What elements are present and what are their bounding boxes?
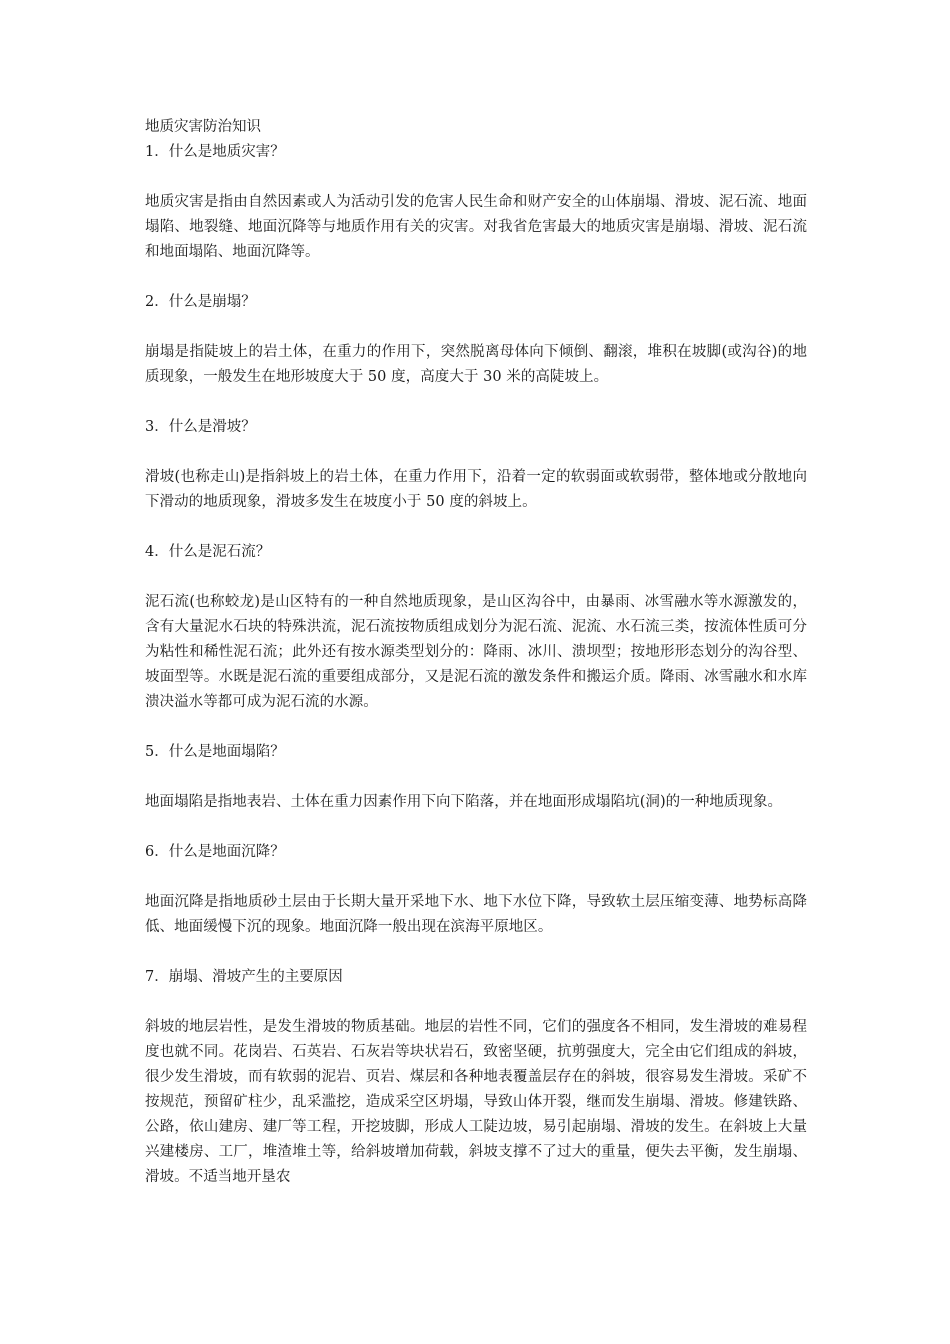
spacer	[145, 515, 807, 540]
spacer	[145, 765, 807, 790]
section-body: 地面塌陷是指地表岩、土体在重力因素作用下向下陷落，并在地面形成塌陷坑(洞)的一种地质现象。	[145, 794, 783, 810]
section-heading: 1．什么是地质灾害？	[145, 144, 285, 160]
spacer	[145, 940, 807, 965]
section-body: 滑坡(也称走山)是指斜坡上的岩土体，在重力作用下，沿着一定的软弱面或软弱带，整体地或分散地向下滑动的地质现象，滑坡多发生在坡度小于 50 度的斜坡上。	[145, 469, 807, 510]
spacer	[145, 165, 807, 190]
spacer	[145, 565, 807, 590]
section-body: 泥石流(也称蛟龙)是山区特有的一种自然地质现象，是山区沟谷中，由暴雨、冰雪融水等水源激发的，含有大量泥水石块的特殊洪流，泥石流按物质组成划分为泥石流、泥流、水石流三类，按流体性质可分为粘性和稀性泥石流；此外还有按水源类型划分的：降雨、冰川、溃坝型；按地形形态划分的沟谷型、坡面型等。水既是泥石流的重要组成部分，又是泥石流的激发条件和搬运介质。降雨、冰雪融水和水库溃决溢水等都可成为泥石流的水源。	[145, 594, 807, 710]
spacer	[145, 815, 807, 840]
document-page	[145, 115, 807, 1190]
spacer	[145, 265, 807, 290]
section-heading: 4．什么是泥石流？	[145, 544, 271, 560]
section-body: 地面沉降是指地质砂土层由于长期大量开采地下水、地下水位下降，导致软土层压缩变薄、地势标高降低、地面缓慢下沉的现象。地面沉降一般出现在滨海平原地区。	[145, 894, 807, 935]
spacer	[145, 990, 807, 1015]
section-body: 崩塌是指陡坡上的岩土体，在重力的作用下，突然脱离母体向下倾倒、翻滚，堆积在坡脚(或沟谷)的地质现象，一般发生在地形坡度大于 50 度，高度大于 30 米的高陡坡上。	[145, 344, 808, 385]
section-heading: 5．什么是地面塌陷？	[145, 744, 285, 760]
section-heading: 2．什么是崩塌？	[145, 294, 256, 310]
spacer	[145, 715, 807, 740]
section-body: 地质灾害是指由自然因素或人为活动引发的危害人民生命和财产安全的山体崩塌、滑坡、泥石流、地面塌陷、地裂缝、地面沉降等与地质作用有关的灾害。对我省危害最大的地质灾害是崩塌、滑坡、泥石流和地面塌陷、地面沉降等。	[145, 194, 807, 260]
document-title: 地质灾害防治知识	[145, 119, 261, 135]
section-heading: 6．什么是地面沉降？	[145, 844, 285, 860]
spacer	[145, 315, 807, 340]
spacer	[145, 440, 807, 465]
spacer	[145, 390, 807, 415]
section-body: 斜坡的地层岩性，是发生滑坡的物质基础。地层的岩性不同，它们的强度各不相同，发生滑坡的难易程度也就不同。花岗岩、石英岩、石灰岩等块状岩石，致密坚硬，抗剪强度大，完全由它们组成的斜坡，很少发生滑坡，而有软弱的泥岩、页岩、煤层和各种地表覆盖层存在的斜坡，很容易发生滑坡。采矿不按规范，预留矿柱少，乱采滥挖，造成采空区坍塌，导致山体开裂，继而发生崩塌、滑坡。修建铁路、公路，依山建房、建厂等工程，开挖坡脚，形成人工陡边坡，易引起崩塌、滑坡的发生。在斜坡上大量兴建楼房、工厂，堆渣堆土等，给斜坡增加荷载，斜坡支撑不了过大的重量，便失去平衡，发生崩塌、滑坡。不适当地开垦农	[145, 1019, 807, 1185]
section-heading: 7．崩塌、滑坡产生的主要原因	[145, 969, 343, 985]
spacer	[145, 865, 807, 890]
section-heading: 3．什么是滑坡？	[145, 419, 256, 435]
